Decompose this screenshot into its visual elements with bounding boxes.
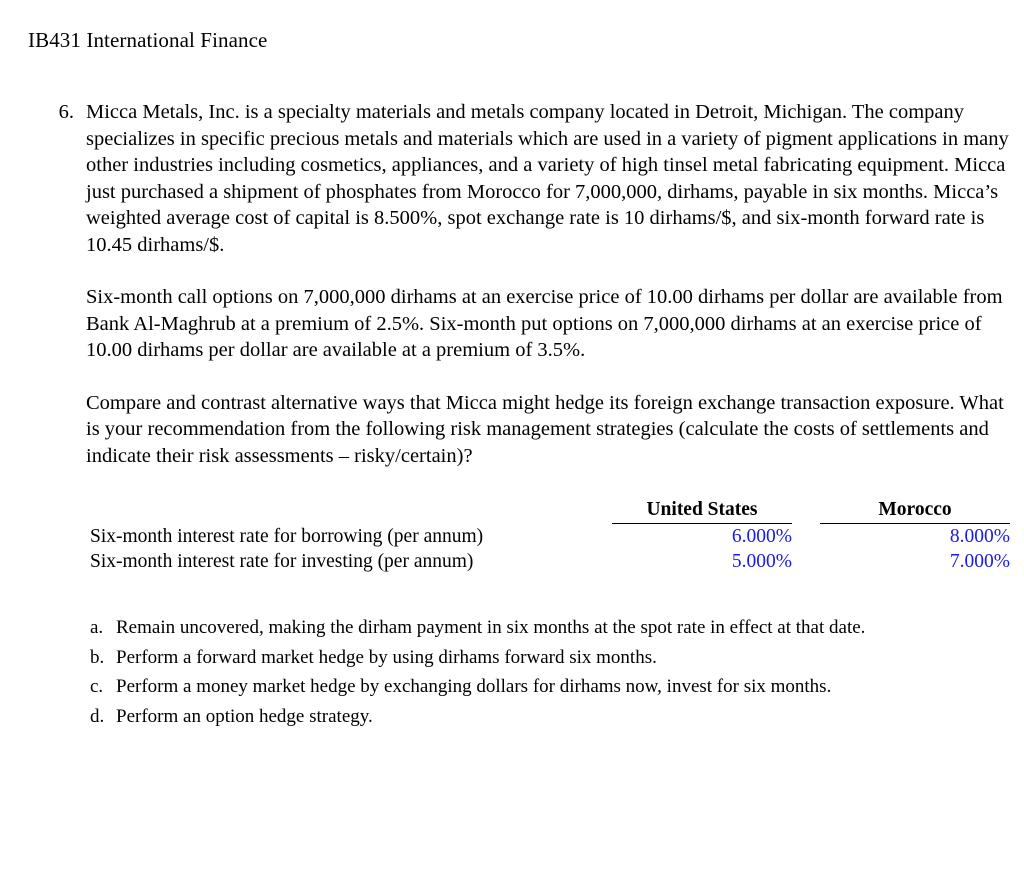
problem-body	[86, 99, 1012, 469]
list-item	[90, 703, 1012, 732]
table-row	[90, 524, 1010, 550]
row-label-investing: Six-month interest rate for investing (per annum)	[90, 551, 474, 572]
investing-rate-morocco: 7.000%	[949, 551, 1010, 572]
choice-text-c: Perform a money market hedge by exchanging dollars for dirhams now, invest for six months.	[116, 676, 832, 697]
choice-text-a: Remain uncovered, making the dirham payment in six months at the spot rate in effect at that date.	[116, 617, 866, 638]
borrowing-rate-united-states: 6.000%	[731, 526, 792, 547]
answer-choices-list	[90, 614, 1012, 731]
column-gap	[792, 497, 820, 524]
column-header-morocco: Morocco	[820, 497, 1010, 524]
interest-rates-section	[90, 497, 1018, 574]
borrowing-rate-morocco: 8.000%	[949, 526, 1010, 547]
table-header-blank	[90, 497, 612, 524]
table-row	[90, 549, 1010, 574]
problem-paragraph-1: Micca Metals, Inc. is a specialty materials and metals company located in Detroit, Michigan. The company specializes in specific precious metals and materials which are used in a variety of pigment applications in many other industries including cosmetics, appliances, and a variety of high tinsel metal fabricating equipment. Micca just purchased a shipment of phosphates from Morocco for 7,000,000, dirhams, payable in six months. Micca’s weighted average cost of capital is 8.500%, spot exchange rate is 10 dirhams/$, and six-month forward rate is 10.45 dirhams/$.	[86, 101, 1009, 256]
problem-block	[56, 99, 1012, 469]
list-item	[90, 673, 1012, 702]
choice-letter-d: d.	[90, 705, 105, 727]
problem-number: 6.	[58, 101, 74, 123]
problem-paragraph-3: Compare and contrast alternative ways that Micca might hedge its foreign exchange transaction exposure. What is your recommendation from the following risk management strategies (calculate the costs of settlements and indicate their risk assessments – risky/certain)?	[86, 391, 1004, 467]
choice-letter-b: b.	[90, 646, 105, 668]
choice-text-d: Perform an option hedge strategy.	[116, 705, 373, 727]
list-item	[90, 614, 1012, 643]
table-header-row	[90, 497, 1010, 524]
choice-text-b: Perform a forward market hedge by using dirhams forward six months.	[116, 646, 657, 668]
problem-paragraph-2: Six-month call options on 7,000,000 dirhams at an exercise price of 10.00 dirhams per dollar are available from Bank Al-Maghrub at a premium of 2.5%. Six-month put options on 7,000,000 dirhams at an exercise price of 10.00 dirhams per dollar are available at a premium of 3.5%.	[86, 286, 1003, 361]
list-item	[90, 644, 1012, 673]
choice-letter-a: a.	[90, 617, 104, 638]
investing-rate-united-states: 5.000%	[731, 551, 792, 572]
row-gap	[792, 549, 820, 574]
course-title: IB431 International Finance	[28, 28, 268, 52]
interest-rates-table	[90, 497, 1010, 574]
row-gap	[792, 524, 820, 550]
row-label-borrowing: Six-month interest rate for borrowing (per annum)	[90, 525, 484, 547]
column-header-united-states: United States	[612, 497, 792, 524]
choice-letter-c: c.	[90, 676, 104, 697]
